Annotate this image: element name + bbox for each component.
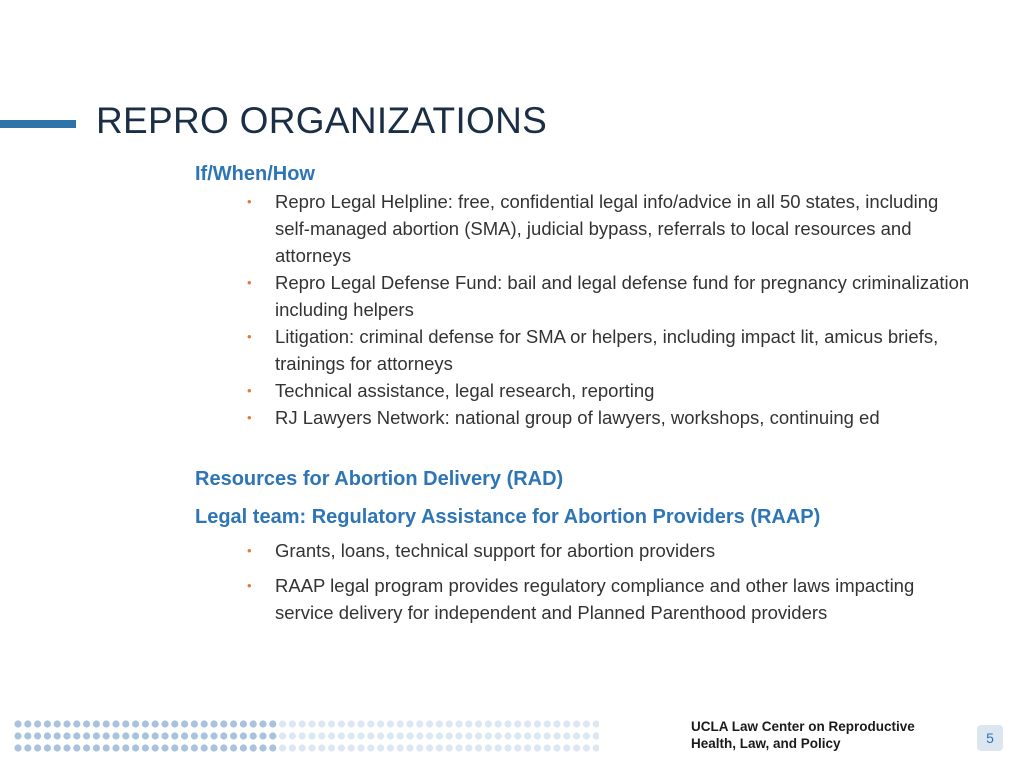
footer-dot xyxy=(54,744,61,751)
section-heading-if-when-how: If/When/How xyxy=(195,163,315,185)
footer-dot xyxy=(338,720,345,727)
footer-dot xyxy=(289,732,296,739)
footer-dot xyxy=(44,732,51,739)
footer-dot xyxy=(348,720,355,727)
footer-dot xyxy=(24,720,31,727)
footer-dot xyxy=(593,720,599,727)
footer-dot xyxy=(289,744,296,751)
footer-dot xyxy=(426,732,433,739)
footer-dot xyxy=(299,720,306,727)
footer-dot xyxy=(279,744,286,751)
footer-dot xyxy=(210,720,217,727)
footer-dot xyxy=(220,720,227,727)
list-item xyxy=(247,188,975,269)
footer-dot xyxy=(338,732,345,739)
list-item-text: Litigation: criminal defense for SMA or helpers, including impact lit, amicus briefs, trainings for attorneys xyxy=(275,326,939,374)
footer-dot xyxy=(318,720,325,727)
footer-dot xyxy=(73,732,80,739)
list-item-text: Technical assistance, legal research, reporting xyxy=(275,380,655,401)
footer-dot xyxy=(495,720,502,727)
footer-dot xyxy=(34,720,41,727)
footer-dot xyxy=(416,744,423,751)
footer-dot xyxy=(161,720,168,727)
footer-dot xyxy=(426,720,433,727)
list-item-text: Repro Legal Helpline: free, confidential legal info/advice in all 50 states, including self-managed abortion (SMA), judicial bypass, referrals to local resources and attorneys xyxy=(275,191,939,266)
footer-dot xyxy=(387,720,394,727)
footer-dot xyxy=(44,720,51,727)
footer-dot xyxy=(112,732,119,739)
footer-dot xyxy=(397,720,404,727)
footer-dot xyxy=(504,720,511,727)
footer-dot xyxy=(299,732,306,739)
footer-dot xyxy=(201,720,208,727)
list-item-text: Grants, loans, technical support for abortion providers xyxy=(275,540,716,561)
footer-dot xyxy=(73,720,80,727)
footer-dot xyxy=(269,732,276,739)
footer-dot xyxy=(269,720,276,727)
bullet-icon: • xyxy=(247,410,252,425)
footer-dot xyxy=(455,744,462,751)
footer-dot xyxy=(240,732,247,739)
footer-dot xyxy=(220,732,227,739)
footer-dot xyxy=(485,720,492,727)
list-item-text: RAAP legal program provides regulatory compliance and other laws impacting service delivery for independent and Planned Parenthood providers xyxy=(275,575,915,623)
footer-org-line-2: Health, Law, and Policy xyxy=(691,736,841,751)
footer-dot xyxy=(534,744,541,751)
footer-dot xyxy=(387,732,394,739)
footer-dot xyxy=(279,720,286,727)
footer-dot xyxy=(132,732,139,739)
footer-dot xyxy=(553,744,560,751)
footer-dot xyxy=(289,720,296,727)
footer-dot xyxy=(122,732,129,739)
footer-dot xyxy=(318,744,325,751)
footer-dot xyxy=(122,744,129,751)
footer-dot xyxy=(544,732,551,739)
footer-dot xyxy=(240,744,247,751)
footer-dot xyxy=(553,732,560,739)
footer-dot xyxy=(357,744,364,751)
footer-dot xyxy=(377,720,384,727)
footer-dot-pattern xyxy=(14,718,599,756)
footer-dot xyxy=(563,720,570,727)
footer-dot xyxy=(465,720,472,727)
footer-dot xyxy=(279,732,286,739)
footer-dot xyxy=(103,744,110,751)
footer-dot xyxy=(250,744,257,751)
section-heading-raap: Legal team: Regulatory Assistance for Abortion Providers (RAAP) xyxy=(195,506,821,528)
footer-dot xyxy=(563,732,570,739)
page-number-badge: 5 xyxy=(977,725,1003,751)
footer-dot xyxy=(161,744,168,751)
footer-dot xyxy=(112,744,119,751)
footer-dot xyxy=(357,732,364,739)
footer-dot xyxy=(406,744,413,751)
footer-dot xyxy=(495,732,502,739)
list-item-text: Repro Legal Defense Fund: bail and legal defense fund for pregnancy criminalization including helpers xyxy=(275,272,970,320)
footer-dot xyxy=(534,732,541,739)
footer-dot xyxy=(406,720,413,727)
list-item xyxy=(247,323,975,377)
footer-dot xyxy=(63,732,70,739)
footer-dot xyxy=(524,720,531,727)
footer-dot xyxy=(171,720,178,727)
footer-dot xyxy=(142,744,149,751)
footer-dot xyxy=(436,720,443,727)
footer-dot xyxy=(132,744,139,751)
footer-dot xyxy=(181,720,188,727)
footer-dot xyxy=(367,732,374,739)
footer-dot xyxy=(142,720,149,727)
footer-dot xyxy=(240,720,247,727)
footer-dot xyxy=(83,732,90,739)
footer-dot xyxy=(593,732,599,739)
list-item xyxy=(247,572,975,626)
footer-dot xyxy=(504,732,511,739)
footer-dot xyxy=(583,732,590,739)
footer-dot xyxy=(328,744,335,751)
footer-dot xyxy=(583,744,590,751)
footer-dot xyxy=(475,732,482,739)
bullet-icon: • xyxy=(247,275,252,290)
footer-dot xyxy=(397,744,404,751)
footer-dot xyxy=(465,744,472,751)
footer-dot xyxy=(573,744,580,751)
footer-dot xyxy=(367,744,374,751)
footer-dot xyxy=(191,732,198,739)
footer-dot xyxy=(485,732,492,739)
footer-dot xyxy=(259,744,266,751)
footer-dot xyxy=(44,744,51,751)
footer-dot xyxy=(83,720,90,727)
footer-dot xyxy=(338,744,345,751)
footer-dot xyxy=(181,732,188,739)
footer-dot xyxy=(122,720,129,727)
footer-dot xyxy=(230,744,237,751)
footer-dot xyxy=(524,732,531,739)
footer-dot xyxy=(308,732,315,739)
footer-dot xyxy=(348,744,355,751)
footer-dot xyxy=(259,720,266,727)
footer-dot xyxy=(446,744,453,751)
footer-dot xyxy=(63,744,70,751)
footer-dot xyxy=(171,732,178,739)
title-accent-bar xyxy=(0,120,76,128)
footer-dot xyxy=(230,732,237,739)
footer-dot xyxy=(593,744,599,751)
footer-dot xyxy=(103,732,110,739)
slide-title: REPRO ORGANIZATIONS xyxy=(96,100,548,141)
footer-dot xyxy=(14,732,21,739)
footer-dot xyxy=(63,720,70,727)
footer-dot xyxy=(397,732,404,739)
footer-dot xyxy=(34,732,41,739)
footer-dot xyxy=(387,744,394,751)
footer-dot xyxy=(308,720,315,727)
slide-content xyxy=(195,158,995,626)
footer-dot xyxy=(191,744,198,751)
footer-dot xyxy=(485,744,492,751)
footer-dot xyxy=(24,732,31,739)
bullet-list-if-when-how xyxy=(247,188,975,431)
list-item xyxy=(247,404,975,431)
footer-dot xyxy=(201,744,208,751)
bullet-icon: • xyxy=(247,383,252,398)
footer-dot xyxy=(436,744,443,751)
footer-dot xyxy=(152,732,159,739)
footer-dot xyxy=(563,744,570,751)
footer-dot xyxy=(269,744,276,751)
footer-dot xyxy=(112,720,119,727)
footer-dot xyxy=(299,744,306,751)
footer-dot xyxy=(436,732,443,739)
footer-dot xyxy=(455,732,462,739)
footer-dot xyxy=(93,720,100,727)
list-item xyxy=(247,537,975,564)
footer-dot xyxy=(318,732,325,739)
footer-dot xyxy=(495,744,502,751)
footer-dot xyxy=(34,744,41,751)
footer-dot xyxy=(171,744,178,751)
footer-dot xyxy=(220,744,227,751)
footer-dot xyxy=(573,720,580,727)
footer-dot xyxy=(250,720,257,727)
footer-dot xyxy=(210,744,217,751)
footer-org-line-1: UCLA Law Center on Reproductive xyxy=(691,719,915,734)
list-item xyxy=(247,377,975,404)
footer-dot xyxy=(328,720,335,727)
bullet-icon: • xyxy=(247,543,252,558)
footer-dot xyxy=(416,720,423,727)
bullet-icon: • xyxy=(247,329,252,344)
list-item-text: RJ Lawyers Network: national group of lawyers, workshops, continuing ed xyxy=(275,407,880,428)
footer-dot xyxy=(416,732,423,739)
bullet-icon: • xyxy=(247,578,252,593)
footer-dot xyxy=(201,732,208,739)
bullet-list-raap xyxy=(247,537,975,626)
footer-dot xyxy=(93,744,100,751)
footer-dot xyxy=(465,732,472,739)
footer-dot xyxy=(544,744,551,751)
footer-dot xyxy=(152,744,159,751)
footer-dot xyxy=(446,720,453,727)
footer-dot xyxy=(514,744,521,751)
footer-dot xyxy=(73,744,80,751)
footer-dot xyxy=(14,744,21,751)
footer-dot xyxy=(191,720,198,727)
footer-dot xyxy=(514,732,521,739)
list-item xyxy=(247,269,975,323)
footer-dot xyxy=(583,720,590,727)
footer-dot xyxy=(152,720,159,727)
footer-dot xyxy=(142,732,149,739)
footer-dot xyxy=(103,720,110,727)
footer-dot xyxy=(83,744,90,751)
footer-dot xyxy=(367,720,374,727)
section-heading-rad: Resources for Abortion Delivery (RAD) xyxy=(195,468,564,490)
footer-dot xyxy=(308,744,315,751)
footer-dot xyxy=(132,720,139,727)
footer-dot xyxy=(348,732,355,739)
footer-dot xyxy=(161,732,168,739)
footer-dot xyxy=(259,732,266,739)
footer-dot xyxy=(14,720,21,727)
footer-dot xyxy=(534,720,541,727)
footer-dot xyxy=(475,720,482,727)
footer-dot xyxy=(250,732,257,739)
footer-dot xyxy=(446,732,453,739)
footer-dot xyxy=(93,732,100,739)
footer-dot xyxy=(230,720,237,727)
footer-dot xyxy=(54,720,61,727)
footer-dot xyxy=(377,732,384,739)
bullet-icon: • xyxy=(247,194,252,209)
footer-dot xyxy=(328,732,335,739)
footer-dot xyxy=(54,732,61,739)
footer-dot xyxy=(181,744,188,751)
footer-dot xyxy=(504,744,511,751)
footer-dot xyxy=(357,720,364,727)
footer-dot xyxy=(475,744,482,751)
footer-dot xyxy=(514,720,521,727)
footer-dot xyxy=(377,744,384,751)
footer-dot xyxy=(426,744,433,751)
footer-dot xyxy=(455,720,462,727)
footer-dot xyxy=(406,732,413,739)
footer-dot xyxy=(553,720,560,727)
footer-dot xyxy=(24,744,31,751)
footer-dot xyxy=(524,744,531,751)
footer-dot xyxy=(210,732,217,739)
footer-dot xyxy=(544,720,551,727)
footer-organization xyxy=(691,718,951,752)
footer-dot xyxy=(573,732,580,739)
